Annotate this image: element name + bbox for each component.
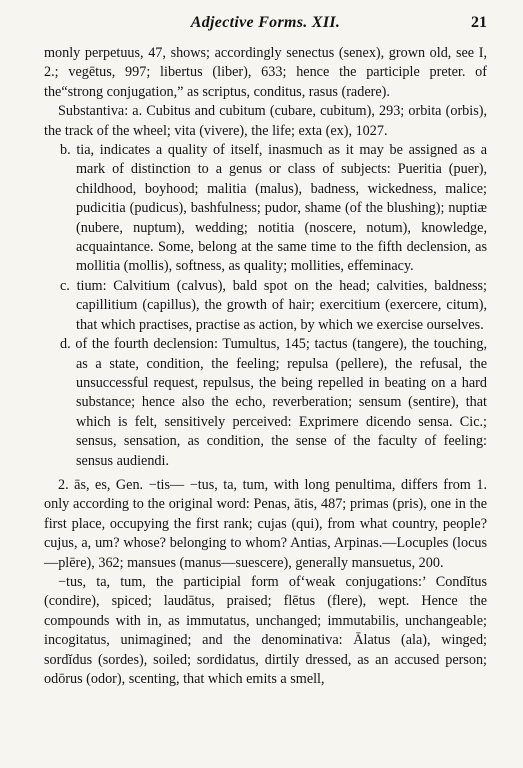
page-body	[44, 44, 487, 689]
paragraph-d-fourth-declension: d. of the fourth declension: Tumultus, 145; tactus (tangere), the touching, as a state, condition, the feeling; repulsa (pellere), the refusal, the unsuccessful request, repulsus, the being repelled in beating on a hard substance; hence also the echo, reverberation; sensum (sentire), that which is felt, sensitively perceived: Exprimere dicendo sensa. Cic.; sensus, sensation, as condition, the sense of the faculty of feeling: sensus audiendi.	[60, 336, 487, 469]
page-number: 21	[471, 14, 487, 31]
paragraph-tus-ta-tum: −tus, ta, tum, the participial form of‘weak conjugations:’ Condĭtus (condire), spiced; laudātus, praised; flētus (flere), wept. Hence the compounds with in, as immutatus, unchanged; immutabilis, unchangeable; incogitatus, unimagined; and the denominativa: Ālatus (ala), winged; sordĭdus (sordes), soiled; sordidatus, dirtily dressed, as an accused person; odōrus (odor), scenting, that which emits a smell,	[44, 573, 487, 687]
paragraph-c-tium: c. tium: Calvitium (calvus), bald spot on the head; calvities, baldness; capillitium (capillus), the growth of hair; exercitium (exercere, citum), that which practises, practise as action, by which we exercise ourselves.	[60, 277, 487, 333]
paragraph-2-as-es: 2. ās, es, Gen. −tis— −tus, ta, tum, with long penultima, differs from 1. only according to the original word: Penas, ātis, 487; primas (pris), one in the first place, occupying the first rank; cujas (qui), from what country, people? cujus, a, um? whose? belonging to whom? Antias, Arpinas.—Locuples (locus—plēre), 362; mansues (manus—suescere), generally mansuetus, 200.	[44, 476, 487, 571]
page-header	[44, 14, 487, 38]
paragraph-substantiva: Substantiva: a. Cubitus and cubitum (cubare, cubitum), 293; orbita (orbis), the track of the wheel; vita (vivere), the life; exta (ex), 1027.	[44, 103, 487, 139]
running-head: Adjective Forms. XII.	[190, 14, 341, 31]
paragraph-continuation: monly perpetuus, 47, shows; accordingly senectus (senex), grown old, see I, 2.; vegētus, 997; libertus (liber), 633; hence the participle preter. of the“strong conjugation,” as scriptus, conditus, rasus (radere).	[44, 45, 487, 100]
paragraph-b-tia: b. tia, indicates a quality of itself, inasmuch as it may be assigned as a mark of distinction to a genus or class of subjects: Pueritia (puer), childhood, boyhood; malitia (malus), badness, wickedness, malice; pudicitia (pudicus), bashfulness; pudor, shame (of the blushing); nuptiæ (nubere, nuptum), wedding; notitia (noscere, notum), knowledge, acquaintance. Some, belong at the same time to the fifth declension, as mollitia (mollis), softness, as quality; mollities, effeminacy.	[60, 142, 487, 275]
